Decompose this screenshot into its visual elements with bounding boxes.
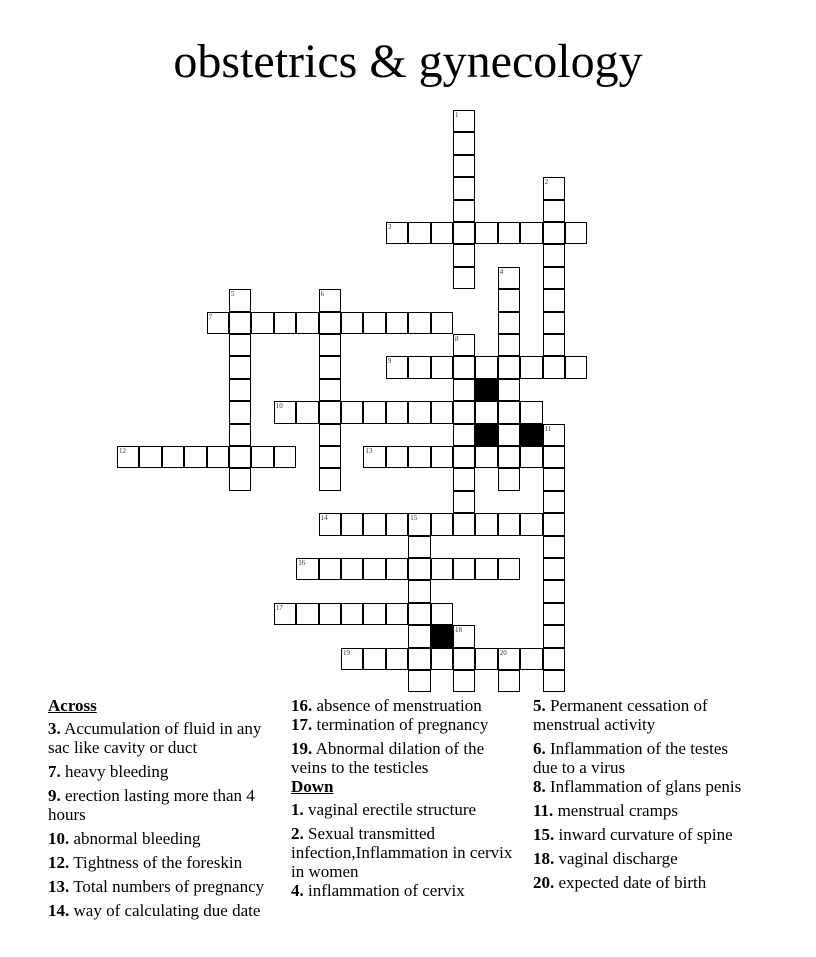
grid-cell[interactable] xyxy=(431,513,453,535)
clue-number: 12 xyxy=(119,447,126,455)
grid-cell[interactable] xyxy=(498,312,520,334)
grid-cell[interactable] xyxy=(543,513,565,535)
clue-number: 13 xyxy=(365,447,373,455)
grid-cell[interactable] xyxy=(139,446,161,468)
clue-number: 16 xyxy=(298,559,306,567)
grid-cell[interactable] xyxy=(565,222,587,244)
grid-cell[interactable] xyxy=(251,312,273,334)
clue-number: 10 xyxy=(275,402,283,411)
clue-number: 14 xyxy=(320,514,328,523)
grid-cell[interactable] xyxy=(498,222,520,244)
grid-cell[interactable] xyxy=(453,625,475,647)
grid-cell[interactable] xyxy=(453,177,475,199)
grid-cell[interactable] xyxy=(431,648,453,670)
grid-cell[interactable] xyxy=(408,670,430,692)
grid-cell[interactable] xyxy=(498,446,520,468)
grid-cell[interactable] xyxy=(498,334,520,356)
grid-cell[interactable] xyxy=(498,424,520,446)
grid-cell[interactable] xyxy=(363,558,385,580)
grid-cell[interactable] xyxy=(453,558,475,580)
grid-cell[interactable] xyxy=(453,379,475,401)
grid-cell[interactable] xyxy=(386,222,408,244)
grid-cell[interactable] xyxy=(543,289,565,311)
clue-number: 9 xyxy=(387,357,392,366)
grid-cell[interactable] xyxy=(498,468,520,490)
page-title: obstetrics & gynecology xyxy=(173,35,643,88)
grid-cell[interactable] xyxy=(207,312,229,334)
grid-cell[interactable] xyxy=(363,603,385,625)
grid-cell[interactable] xyxy=(453,132,475,154)
clue-across-13: 13. Total numbers of pregnancy xyxy=(48,877,265,896)
grid-cell[interactable] xyxy=(229,312,251,334)
grid-cell[interactable] xyxy=(520,356,542,378)
grid-cell[interactable] xyxy=(319,334,341,356)
grid-cell[interactable] xyxy=(319,603,341,625)
grid-cell[interactable] xyxy=(386,356,408,378)
grid-cell[interactable] xyxy=(408,401,430,423)
grid-cell[interactable] xyxy=(274,401,296,423)
grid-cell[interactable] xyxy=(543,267,565,289)
grid-cell[interactable] xyxy=(543,424,565,446)
grid-cell[interactable] xyxy=(229,424,251,446)
grid-cell[interactable] xyxy=(408,603,430,625)
grid-cell[interactable] xyxy=(453,401,475,423)
down-heading: Down xyxy=(291,777,334,796)
clue-across-14: 14. way of calculating due date xyxy=(48,901,261,920)
clue-down-6: 6. Inflammation of the testes due to a virus xyxy=(533,739,728,777)
grid-cell[interactable] xyxy=(408,536,430,558)
grid-cell[interactable] xyxy=(319,513,341,535)
clue-down-11: 11. menstrual cramps xyxy=(533,801,678,820)
grid-cell[interactable] xyxy=(520,401,542,423)
grid-cell[interactable] xyxy=(431,356,453,378)
grid-cell[interactable] xyxy=(453,222,475,244)
grid-cell[interactable] xyxy=(431,222,453,244)
clue-number: 17 xyxy=(275,603,283,612)
grid-cell[interactable] xyxy=(543,491,565,513)
grid-cell[interactable] xyxy=(475,648,497,670)
grid-cell[interactable] xyxy=(498,648,520,670)
grid-cell[interactable] xyxy=(341,648,363,670)
clue-down-4: 4. inflammation of cervix xyxy=(291,881,465,900)
clue-number: 19 xyxy=(343,648,350,657)
grid-cell[interactable] xyxy=(229,289,251,311)
grid-cell[interactable] xyxy=(319,401,341,423)
grid-cell[interactable] xyxy=(274,312,296,334)
grid-cell[interactable] xyxy=(520,222,542,244)
clue-number: 15 xyxy=(410,514,418,523)
clue-across-9: 9. erection lasting more than 4 hours xyxy=(48,786,255,824)
clue-down-8: 8. Inflammation of glans penis xyxy=(533,777,742,796)
grid-cell[interactable] xyxy=(543,603,565,625)
grid-cell[interactable] xyxy=(520,446,542,468)
grid-cell[interactable] xyxy=(319,558,341,580)
grid-cell[interactable] xyxy=(543,536,565,558)
grid-cell[interactable] xyxy=(498,670,520,692)
grid-cell[interactable] xyxy=(453,110,475,132)
grid-cell[interactable] xyxy=(408,312,430,334)
grid-cell[interactable] xyxy=(408,580,430,602)
grid-cell[interactable] xyxy=(431,558,453,580)
grid-cell[interactable] xyxy=(386,603,408,625)
grid-cell[interactable] xyxy=(431,603,453,625)
grid-cell[interactable] xyxy=(408,222,430,244)
grid-cell[interactable] xyxy=(498,401,520,423)
grid-cell[interactable] xyxy=(475,513,497,535)
clue-number: 6 xyxy=(320,290,325,299)
black-cell xyxy=(475,379,497,401)
clue-down-18: 18. vaginal discharge xyxy=(533,849,678,868)
grid-cell[interactable] xyxy=(363,312,385,334)
grid-cell[interactable] xyxy=(363,648,385,670)
grid-cell[interactable] xyxy=(408,558,430,580)
grid-cell[interactable] xyxy=(229,468,251,490)
across-heading: Across xyxy=(48,696,97,715)
grid-cell[interactable] xyxy=(453,244,475,266)
grid-cell[interactable] xyxy=(543,177,565,199)
grid-cell[interactable] xyxy=(296,401,318,423)
clues-column-1 xyxy=(48,696,270,925)
clues-column-3 xyxy=(533,696,743,897)
grid-cell[interactable] xyxy=(229,356,251,378)
grid-cell[interactable] xyxy=(520,513,542,535)
clue-number: 2 xyxy=(544,178,549,187)
black-cell xyxy=(431,625,453,647)
clue-across-16: 16. absence of menstruation xyxy=(291,696,482,715)
grid-cell[interactable] xyxy=(498,558,520,580)
grid-cell[interactable] xyxy=(319,289,341,311)
clue-number: 5 xyxy=(231,290,235,299)
grid-cell[interactable] xyxy=(453,446,475,468)
grid-cell[interactable] xyxy=(543,222,565,244)
clue-across-3: 3. Accumulation of fluid in any sac like cavity or duct xyxy=(48,719,262,757)
grid-cell[interactable] xyxy=(453,200,475,222)
grid-cell[interactable] xyxy=(386,312,408,334)
grid-cell[interactable] xyxy=(319,379,341,401)
grid-cell[interactable] xyxy=(498,513,520,535)
grid-cell[interactable] xyxy=(229,401,251,423)
grid-cell[interactable] xyxy=(543,200,565,222)
grid-cell[interactable] xyxy=(453,468,475,490)
grid-cell[interactable] xyxy=(565,356,587,378)
grid-cell[interactable] xyxy=(229,334,251,356)
clue-number: 8 xyxy=(455,335,459,343)
grid-cell[interactable] xyxy=(229,446,251,468)
grid-cell[interactable] xyxy=(431,401,453,423)
grid-cell[interactable] xyxy=(453,670,475,692)
grid-cell[interactable] xyxy=(363,513,385,535)
clue-number: 4 xyxy=(499,267,504,276)
grid-cell[interactable] xyxy=(453,424,475,446)
grid-cell[interactable] xyxy=(475,222,497,244)
grid-cell[interactable] xyxy=(274,446,296,468)
grid-cell[interactable] xyxy=(498,267,520,289)
grid-cell[interactable] xyxy=(453,491,475,513)
grid-cell[interactable] xyxy=(319,446,341,468)
grid-cell[interactable] xyxy=(386,513,408,535)
grid-cell[interactable] xyxy=(296,312,318,334)
grid-cell[interactable] xyxy=(453,648,475,670)
grid-cell[interactable] xyxy=(296,558,318,580)
grid-cell[interactable] xyxy=(408,356,430,378)
grid-cell[interactable] xyxy=(274,603,296,625)
grid-cell[interactable] xyxy=(296,603,318,625)
grid-cell[interactable] xyxy=(341,401,363,423)
grid-cell[interactable] xyxy=(543,334,565,356)
clue-number: 18 xyxy=(455,626,462,635)
grid-cell[interactable] xyxy=(453,155,475,177)
clues-column-2 xyxy=(291,696,513,905)
grid-cell[interactable] xyxy=(363,446,385,468)
grid-cell[interactable] xyxy=(386,558,408,580)
clue-across-12: 12. Tightness of the foreskin xyxy=(48,853,243,872)
grid-cell[interactable] xyxy=(363,401,385,423)
grid-cell[interactable] xyxy=(117,446,139,468)
grid-cell[interactable] xyxy=(453,513,475,535)
grid-cell[interactable] xyxy=(475,356,497,378)
clue-down-15: 15. inward curvature of spine xyxy=(533,825,733,844)
clue-number: 3 xyxy=(387,223,392,231)
clue-across-10: 10. abnormal bleeding xyxy=(48,829,201,848)
grid-cell[interactable] xyxy=(543,356,565,378)
grid-cell[interactable] xyxy=(341,558,363,580)
grid-cell[interactable] xyxy=(229,379,251,401)
grid-cell[interactable] xyxy=(251,446,273,468)
grid-cell[interactable] xyxy=(543,558,565,580)
black-cell xyxy=(520,424,542,446)
grid-cell[interactable] xyxy=(341,513,363,535)
grid-cell[interactable] xyxy=(162,446,184,468)
clue-number: 1 xyxy=(455,111,459,119)
grid-cell[interactable] xyxy=(408,513,430,535)
grid-cell[interactable] xyxy=(386,401,408,423)
grid-cell[interactable] xyxy=(408,625,430,647)
grid-cell[interactable] xyxy=(453,267,475,289)
clue-down-5: 5. Permanent cessation of menstrual activity xyxy=(533,696,708,734)
grid-cell[interactable] xyxy=(341,603,363,625)
grid-cell[interactable] xyxy=(498,379,520,401)
grid-cell[interactable] xyxy=(543,468,565,490)
grid-cell[interactable] xyxy=(475,558,497,580)
grid-cell[interactable] xyxy=(543,244,565,266)
grid-cell[interactable] xyxy=(543,648,565,670)
grid-cell[interactable] xyxy=(543,670,565,692)
grid-cell[interactable] xyxy=(475,446,497,468)
grid-cell[interactable] xyxy=(453,356,475,378)
grid-cell[interactable] xyxy=(319,468,341,490)
grid-cell[interactable] xyxy=(543,312,565,334)
grid-cell[interactable] xyxy=(543,446,565,468)
grid-cell[interactable] xyxy=(453,334,475,356)
clue-across-7: 7. heavy bleeding xyxy=(48,762,169,781)
grid-cell[interactable] xyxy=(408,648,430,670)
grid-cell[interactable] xyxy=(543,580,565,602)
grid-cell[interactable] xyxy=(207,446,229,468)
clue-number: 7 xyxy=(208,312,213,321)
grid-cell[interactable] xyxy=(543,625,565,647)
clue-down-1: 1. vaginal erectile structure xyxy=(291,800,477,819)
grid-cell[interactable] xyxy=(498,356,520,378)
black-cell xyxy=(475,424,497,446)
grid-cell[interactable] xyxy=(319,312,341,334)
grid-cell[interactable] xyxy=(319,356,341,378)
clue-down-20: 20. expected date of birth xyxy=(533,873,707,892)
grid-cell[interactable] xyxy=(386,446,408,468)
grid-cell[interactable] xyxy=(498,289,520,311)
grid-cell[interactable] xyxy=(408,446,430,468)
clue-across-17: 17. termination of pregnancy xyxy=(291,715,489,734)
clue-down-2: 2. Sexual transmitted infection,Inflammation in cervix in women xyxy=(291,824,513,881)
grid-cell[interactable] xyxy=(431,446,453,468)
grid-cell[interactable] xyxy=(520,648,542,670)
grid-cell[interactable] xyxy=(319,424,341,446)
grid-cell[interactable] xyxy=(184,446,206,468)
grid-cell[interactable] xyxy=(341,312,363,334)
grid-cell[interactable] xyxy=(431,312,453,334)
clue-across-19: 19. Abnormal dilation of the veins to the testicles xyxy=(291,739,485,777)
grid-cell[interactable] xyxy=(475,401,497,423)
clue-number: 20 xyxy=(499,648,507,657)
grid-cell[interactable] xyxy=(386,648,408,670)
clue-number: 11 xyxy=(544,424,552,433)
